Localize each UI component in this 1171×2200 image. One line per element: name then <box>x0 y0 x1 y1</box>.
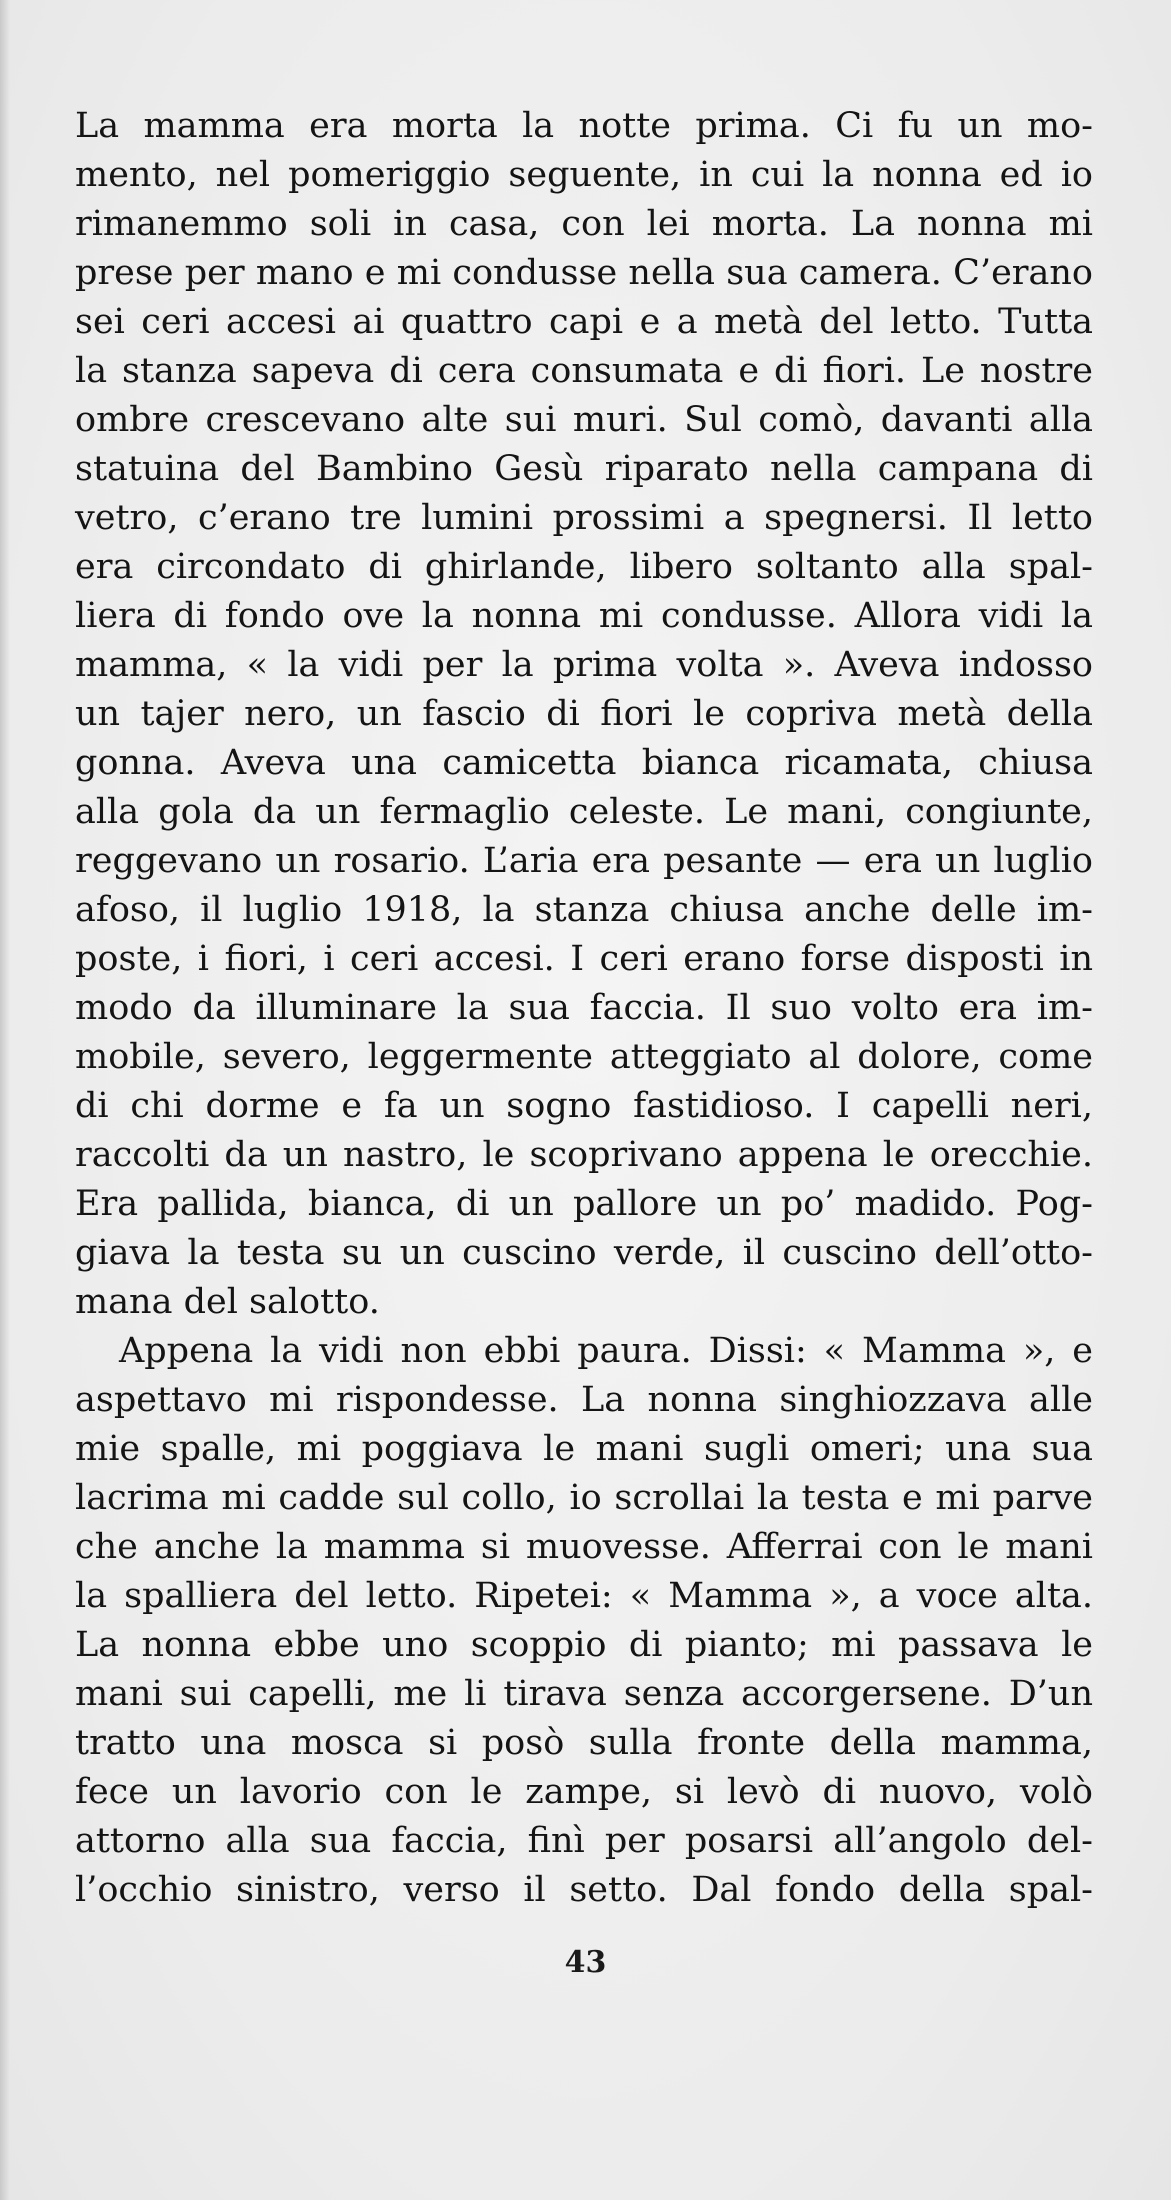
text-line: raccolti da un nastro, le scoprivano appena le orecchie. <box>75 1135 1093 1175</box>
text-line: alla gola da un fermaglio celeste. Le mani, congiunte, <box>75 792 1093 832</box>
body-text <box>75 102 1093 1915</box>
text-line: la spalliera del letto. Ripetei: « Mamma », a voce alta. <box>75 1576 1093 1616</box>
text-line: prese per mano e mi condusse nella sua camera. C’erano <box>75 253 1093 293</box>
text-line: era circondato di ghirlande, libero soltanto alla spal- <box>75 547 1093 587</box>
text-line: gonna. Aveva una camicetta bianca ricamata, chiusa <box>75 743 1093 783</box>
text-line: mani sui capelli, me li tirava senza accorgersene. D’un <box>75 1674 1093 1714</box>
text-line: fece un lavorio con le zampe, si levò di nuovo, volò <box>75 1772 1093 1812</box>
text-line: la stanza sapeva di cera consumata e di fiori. Le nostre <box>75 351 1093 391</box>
text-line: reggevano un rosario. L’aria era pesante — era un luglio <box>75 841 1093 881</box>
text-line: liera di fondo ove la nonna mi condusse. Allora vidi la <box>75 596 1093 636</box>
text-line: sei ceri accesi ai quattro capi e a metà del letto. Tutta <box>75 302 1093 342</box>
text-line: attorno alla sua faccia, finì per posarsi all’angolo del- <box>75 1821 1093 1861</box>
text-line: che anche la mamma si muovesse. Afferrai con le mani <box>75 1527 1093 1567</box>
text-line: mana del salotto. <box>75 1282 380 1322</box>
text-line: ombre crescevano alte sui muri. Sul comò, davanti alla <box>75 400 1093 440</box>
page-gutter-shadow <box>0 0 10 2200</box>
text-line: mie spalle, mi poggiava le mani sugli omeri; una sua <box>75 1429 1093 1469</box>
text-line: tratto una mosca si posò sulla fronte della mamma, <box>75 1723 1093 1763</box>
paragraph-2 <box>75 1327 1093 1915</box>
paragraph-1 <box>75 102 1093 1327</box>
text-line: statuina del Bambino Gesù riparato nella campana di <box>75 449 1093 489</box>
page-number: 43 <box>564 1945 607 1980</box>
text-line: giava la testa su un cuscino verde, il cuscino dell’otto- <box>75 1233 1093 1273</box>
text-line: Era pallida, bianca, di un pallore un po’ madido. Pog- <box>75 1184 1093 1224</box>
text-line: La mamma era morta la notte prima. Ci fu un mo- <box>75 106 1093 146</box>
text-line: di chi dorme e fa un sogno fastidioso. I capelli neri, <box>75 1086 1093 1126</box>
text-line: poste, i fiori, i ceri accesi. I ceri erano forse disposti in <box>75 939 1093 979</box>
text-line: l’occhio sinistro, verso il setto. Dal fondo della spal- <box>75 1870 1093 1910</box>
text-line: vetro, c’erano tre lumini prossimi a spegnersi. Il letto <box>75 498 1093 538</box>
text-line: afoso, il luglio 1918, la stanza chiusa anche delle im- <box>75 890 1093 930</box>
text-line: mobile, severo, leggermente atteggiato al dolore, come <box>75 1037 1093 1077</box>
text-line: mento, nel pomeriggio seguente, in cui la nonna ed io <box>75 155 1093 195</box>
text-line: un tajer nero, un fascio di fiori le copriva metà della <box>75 694 1093 734</box>
text-line: Appena la vidi non ebbi paura. Dissi: « Mamma », e <box>119 1331 1093 1371</box>
text-line: aspettavo mi rispondesse. La nonna singhiozzava alle <box>75 1380 1093 1420</box>
text-line: rimanemmo soli in casa, con lei morta. La nonna mi <box>75 204 1093 244</box>
text-line: modo da illuminare la sua faccia. Il suo volto era im- <box>75 988 1093 1028</box>
text-line: lacrima mi cadde sul collo, io scrollai la testa e mi parve <box>75 1478 1093 1518</box>
text-line: La nonna ebbe uno scoppio di pianto; mi passava le <box>75 1625 1093 1665</box>
text-line: mamma, « la vidi per la prima volta ». Aveva indosso <box>75 645 1093 685</box>
